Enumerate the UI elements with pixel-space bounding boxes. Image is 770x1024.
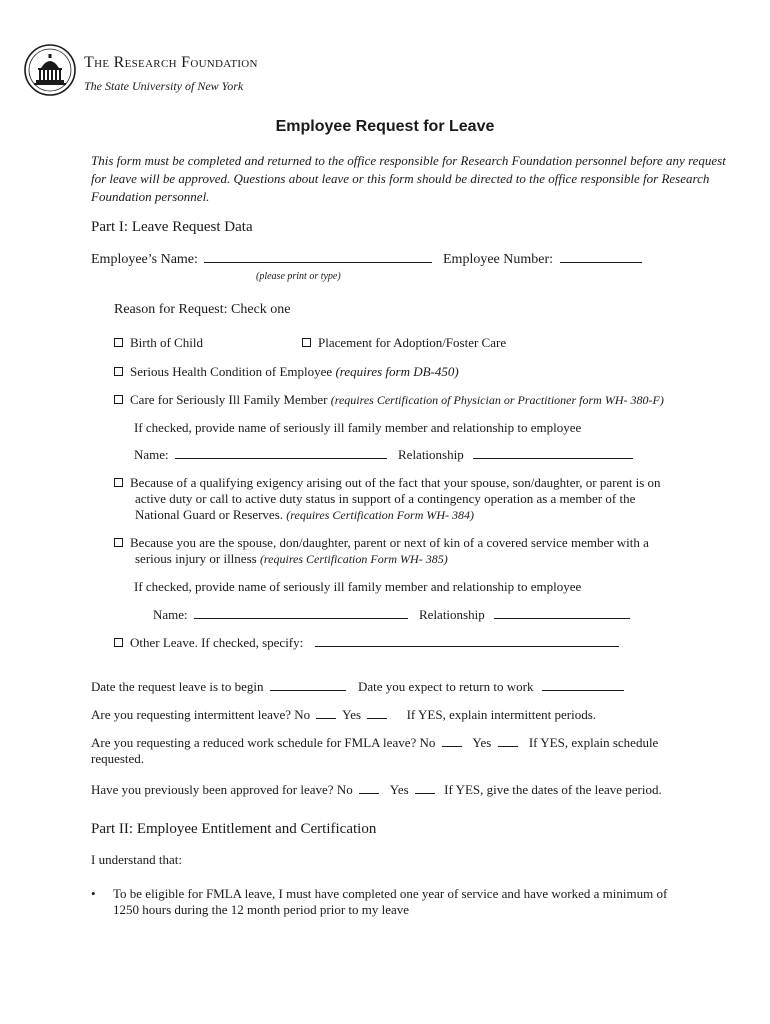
- understand-text: I understand that:: [91, 852, 182, 867]
- date-begin-field[interactable]: [270, 689, 346, 691]
- reduced-question: Are you requesting a reduced work schedule for FMLA leave? No: [91, 735, 436, 750]
- employee-number-row: [443, 252, 642, 268]
- reason-adoption: [302, 335, 506, 351]
- intermittent-explain: If YES, explain intermittent periods.: [406, 707, 596, 722]
- serious-health-checkbox[interactable]: [114, 367, 123, 376]
- date-return-row: [358, 679, 624, 695]
- exigency-note: (requires Certification Form WH- 384): [286, 508, 475, 522]
- reduced-no-field[interactable]: [442, 745, 462, 747]
- print-hint: (please print or type): [256, 271, 341, 282]
- service-line-2: serious injury or illness: [135, 551, 260, 566]
- if-checked-text-2: If checked, provide name of seriously ill family member and relationship to employee: [134, 579, 582, 594]
- reduced-yes-label: Yes: [472, 735, 492, 750]
- family-name-field-2[interactable]: [194, 617, 408, 619]
- employee-number-label: Employee Number:: [443, 252, 554, 267]
- reduced-yes-field[interactable]: [498, 745, 518, 747]
- serious-health-label: Serious Health Condition of Employee: [130, 364, 336, 379]
- relationship-field-2[interactable]: [494, 617, 630, 619]
- service-line-1: Because you are the spouse, don/daughter, parent or next of kin of a covered service member with a: [130, 535, 649, 550]
- reduced-row: [91, 735, 658, 751]
- intermittent-row: [91, 707, 596, 723]
- previous-no-field[interactable]: [359, 792, 379, 794]
- adoption-checkbox[interactable]: [302, 338, 311, 347]
- exigency-checkbox[interactable]: [114, 478, 123, 487]
- date-begin-label: Date the request leave is to begin: [91, 679, 264, 694]
- employee-name-field[interactable]: [204, 261, 432, 263]
- exigency-line-2: active duty or call to active duty status in support of a contingency operation as a member of the: [135, 491, 636, 506]
- family-name-label-2: Name:: [153, 607, 188, 622]
- intermittent-no-field[interactable]: [316, 717, 336, 719]
- reason-care-family: [114, 392, 664, 408]
- other-label: Other Leave. If checked, specify:: [130, 635, 304, 650]
- relationship-row-1: [398, 447, 633, 463]
- reason-serious-health: [114, 364, 459, 380]
- previous-row: [91, 782, 662, 798]
- reason-exigency: [114, 475, 661, 491]
- bullet-1-line-1: To be eligible for FMLA leave, I must have completed one year of service and have worked a minimum of: [113, 886, 668, 901]
- relationship-field-1[interactable]: [473, 457, 633, 459]
- intro-line-1: This form must be completed and returned to the office responsible for Research Foundation personnel before any request: [91, 153, 726, 168]
- family-name-label-1: Name:: [134, 447, 169, 462]
- previous-explain: If YES, give the dates of the leave period.: [444, 782, 662, 797]
- employee-name-label: Employee’s Name:: [91, 252, 198, 267]
- intro-line-3: Foundation personnel.: [91, 189, 210, 204]
- employee-number-field[interactable]: [560, 261, 642, 263]
- service-member-checkbox[interactable]: [114, 538, 123, 547]
- part2-heading: Part II: Employee Entitlement and Certification: [91, 821, 377, 837]
- exigency-line-3: National Guard or Reserves.: [135, 507, 287, 522]
- bullet-icon: •: [91, 886, 96, 901]
- previous-question: Have you previously been approved for leave? No: [91, 782, 353, 797]
- previous-yes-field[interactable]: [415, 792, 435, 794]
- employee-name-row: [91, 252, 432, 268]
- reduced-explain: If YES, explain schedule: [528, 735, 659, 750]
- relationship-label-1: Relationship: [398, 447, 464, 462]
- date-return-field[interactable]: [542, 689, 624, 691]
- reason-heading: Reason for Request: Check one: [114, 302, 291, 317]
- reason-service-member: [114, 535, 649, 551]
- previous-yes-label: Yes: [389, 782, 409, 797]
- foundation-seal-logo: [24, 44, 76, 96]
- exigency-line-1: Because of a qualifying exigency arising out of the fact that your spouse, son/daughter, or parent is on: [130, 475, 661, 490]
- date-return-label: Date you expect to return to work: [358, 679, 534, 694]
- if-checked-text-1: If checked, provide name of seriously ill family member and relationship to employee: [134, 420, 582, 435]
- service-note: (requires Certification Form WH- 385): [259, 552, 448, 566]
- family-name-field-1[interactable]: [175, 457, 387, 459]
- org-name: The Research Foundation: [84, 54, 258, 71]
- date-begin-row: [91, 679, 346, 695]
- service-line-2-row: [135, 551, 448, 567]
- reason-birth: [114, 335, 203, 351]
- relationship-row-2: [419, 607, 630, 623]
- reason-other: [114, 635, 619, 651]
- intermittent-question: Are you requesting intermittent leave? No: [91, 707, 311, 722]
- adoption-label: Placement for Adoption/Foster Care: [318, 335, 507, 350]
- other-checkbox[interactable]: [114, 638, 123, 647]
- org-subtitle: The State University of New York: [84, 79, 244, 93]
- intro-line-2: for leave will be approved. Questions about leave or this form should be directed to the office responsible for Research: [91, 171, 710, 186]
- relationship-label-2: Relationship: [419, 607, 485, 622]
- care-family-note: (requires Certification of Physician or Practitioner form WH- 380-F): [330, 393, 664, 407]
- exigency-line-3-row: [135, 507, 474, 523]
- serious-health-note: (requires form DB-450): [335, 364, 459, 379]
- care-family-label: Care for Seriously Ill Family Member: [130, 392, 331, 407]
- birth-label: Birth of Child: [130, 335, 203, 350]
- family-name-row-2: [153, 607, 408, 623]
- care-family-checkbox[interactable]: [114, 395, 123, 404]
- part1-heading: Part I: Leave Request Data: [91, 219, 253, 235]
- reduced-continued: requested.: [91, 751, 145, 766]
- intermittent-yes-label: Yes: [342, 707, 362, 722]
- birth-checkbox[interactable]: [114, 338, 123, 347]
- bullet-1-line-2: 1250 hours during the 12 month period prior to my leave: [113, 902, 410, 917]
- family-name-row-1: [134, 447, 387, 463]
- intermittent-yes-field[interactable]: [367, 717, 387, 719]
- other-specify-field[interactable]: [315, 645, 619, 647]
- page-title: Employee Request for Leave: [275, 118, 495, 135]
